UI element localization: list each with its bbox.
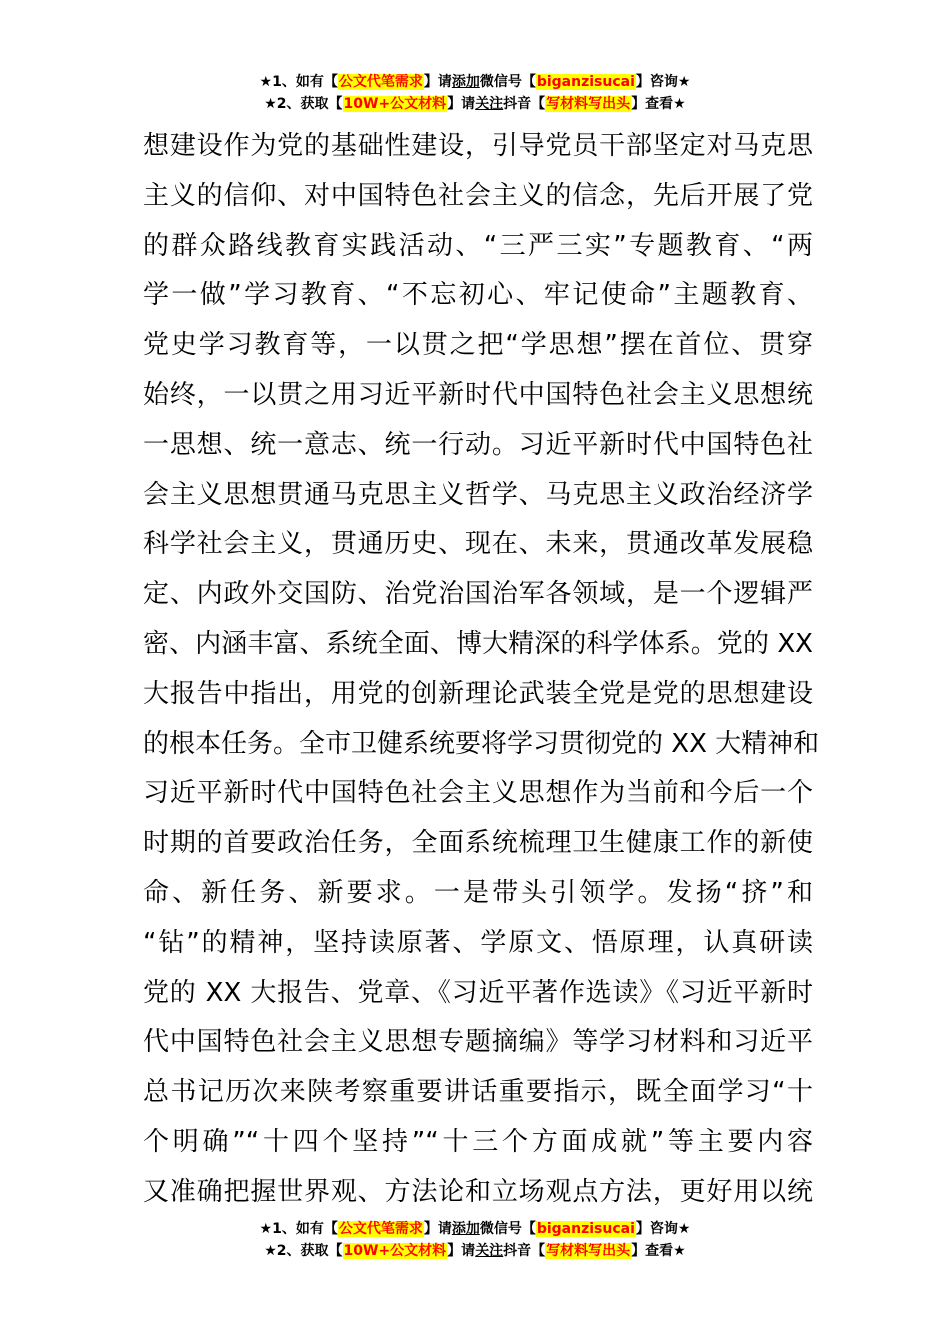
promo-text: 】请 [447,1243,476,1259]
body-line: 总书记历次来陕考察重要讲话重要指示，既全面学习“十 [143,1077,813,1108]
promo-text: 】查看★ [631,1243,686,1259]
promo-highlight: 公文代笔需求 [338,74,423,90]
body-line: 代中国特色社会主义思想专题摘编》等学习材料和习近平 [143,1027,813,1058]
body-line: 命、新任务、新要求。一是带头引领学。发扬“挤”和 [143,877,813,908]
body-line: 的根本任务。全市卫健系统要将学习贯彻党的 XX 大精神和 [143,728,820,759]
promo-line-2 [0,1240,950,1262]
body-line: 一思想、统一意志、统一行动。习近平新时代中国特色社 [143,429,813,460]
document-body [143,122,820,1218]
promo-underlined-text: 添加 [451,74,480,90]
promo-underlined-text: 关注 [475,96,504,112]
promo-underlined-text: 关注 [475,1243,504,1259]
header-promo-banner [0,71,950,115]
body-line: 会主义思想贯通马克思主义哲学、马克思主义政治经济学 [143,479,813,510]
promo-underlined-text: 添加 [451,1221,480,1237]
promo-highlight: 10W+公文材料 [343,96,447,112]
promo-text: 微信号【 [479,74,536,90]
promo-text: ★2、获取【 [264,1243,343,1259]
body-line: 学一做”学习教育、“不忘初心、牢记使命”主题教育、 [143,280,813,311]
body-line: 密、内涵丰富、系统全面、博大精深的科学体系。党的 XX [143,628,813,659]
promo-line-1 [0,71,950,93]
body-line: 党的 XX 大报告、党章、《习近平著作选读》《习近平新时 [143,977,813,1008]
promo-text: 抖音【 [503,1243,546,1259]
promo-text: ★1、如有【 [259,74,338,90]
promo-highlight: 写材料写出头 [546,1243,631,1259]
body-line: 又准确把握世界观、方法论和立场观点方法，更好用以统 [143,1176,813,1207]
body-line: 主义的信仰、对中国特色社会主义的信念，先后开展了党 [143,180,813,211]
body-line: 习近平新时代中国特色社会主义思想作为当前和今后一个 [143,778,813,809]
body-line: 时期的首要政治任务，全面系统梳理卫生健康工作的新使 [143,828,813,859]
promo-text: 】咨询★ [635,74,691,90]
body-line: 想建设作为党的基础性建设，引导党员干部坚定对马克思 [143,131,813,161]
promo-highlight: 写材料写出头 [546,96,631,112]
body-line: 定、内政外交国防、治党治国治军各领域，是一个逻辑严 [143,579,813,610]
body-line: 大报告中指出，用党的创新理论武装全党是党的思想建设 [143,678,813,709]
promo-text: ★1、如有【 [259,1221,338,1237]
promo-text: 微信号【 [479,1221,536,1237]
promo-text: 抖音【 [503,96,546,112]
body-line: “钻”的精神，坚持读原著、学原文、悟原理，认真研读 [143,927,813,958]
body-line: 始终，一以贯之用习近平新时代中国特色社会主义思想统 [143,379,813,410]
promo-highlight: biganzisucai [536,74,635,90]
body-line: 科学社会主义，贯通历史、现在、未来，贯通改革发展稳 [143,529,813,560]
promo-line-2 [0,93,950,115]
promo-text: 】请 [423,1221,452,1237]
promo-text: 】咨询★ [635,1221,691,1237]
body-line: 党史学习教育等，一以贯之把“学思想”摆在首位、贯穿 [143,330,813,361]
promo-highlight: 公文代笔需求 [338,1221,423,1237]
promo-highlight: 10W+公文材料 [343,1243,447,1259]
promo-line-1 [0,1218,950,1240]
promo-text: 】请 [423,74,452,90]
promo-text: ★2、获取【 [264,96,343,112]
body-line: 的群众路线教育实践活动、“三严三实”专题教育、“两 [143,230,813,261]
promo-highlight: biganzisucai [536,1221,635,1237]
promo-text: 】查看★ [631,96,686,112]
body-line: 个明确”“十四个坚持”“十三个方面成就”等主要内容 [143,1126,813,1157]
promo-text: 】请 [447,96,476,112]
footer-promo-banner [0,1218,950,1262]
